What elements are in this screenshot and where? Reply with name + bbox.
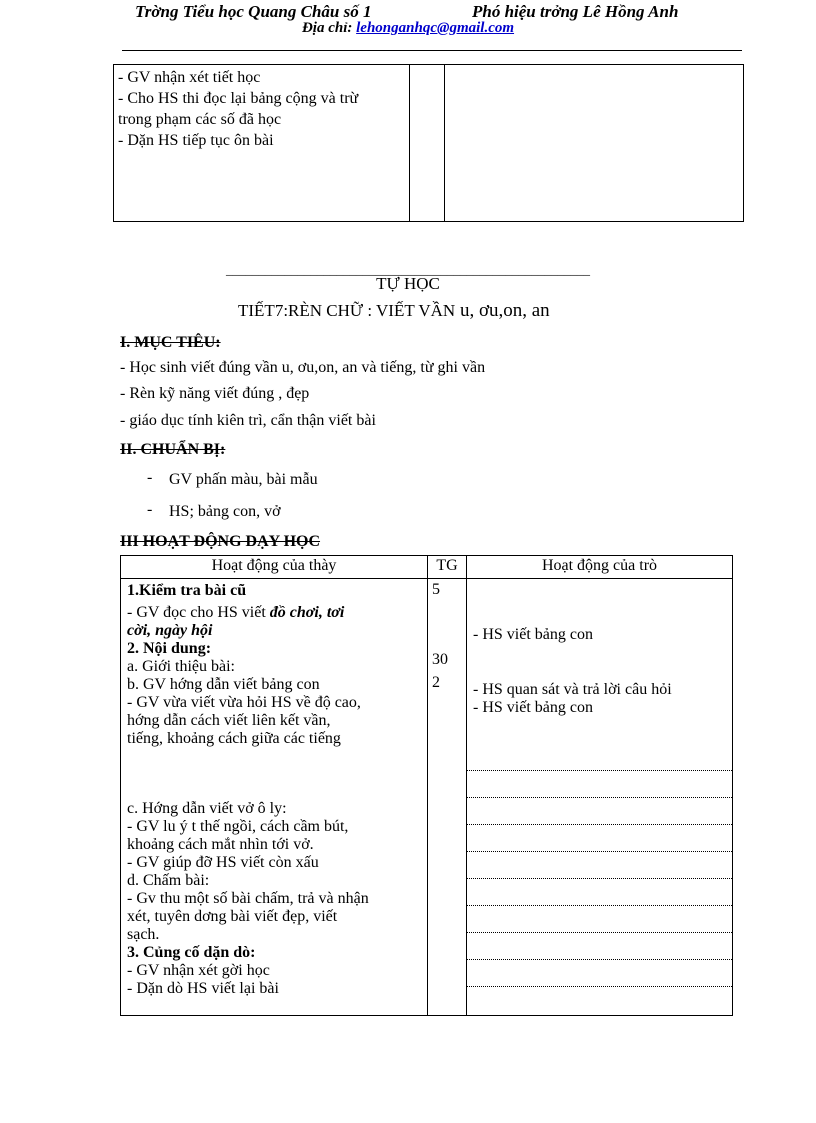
dotted-writing-line <box>467 770 732 771</box>
preparation-item-text: GV phấn màu, bài mẫu <box>169 471 318 488</box>
dotted-writing-line <box>467 932 732 933</box>
dotted-writing-line <box>467 824 732 825</box>
teacher-line: - Dặn dò HS viết lại bài <box>127 980 279 997</box>
bullet-dash: - <box>147 501 153 518</box>
teacher-line: - GV vừa viết vừa hỏi HS về độ cao, <box>127 694 361 711</box>
preparation-heading: II. CHUẨN BỊ: <box>120 441 226 458</box>
teacher-heading: 1.Kiểm tra bài cũ <box>127 582 247 599</box>
column-divider <box>466 556 467 1015</box>
address-label: Địa chỉ: <box>301 20 357 36</box>
column-divider <box>427 556 428 1015</box>
continued-line: trong phạm các số đã học <box>118 111 282 128</box>
teacher-text: - GV đọc cho HS viết <box>127 604 270 621</box>
student-activity: - HS quan sát và trả lời câu hỏi <box>473 681 672 698</box>
time-value: 30 <box>432 651 448 668</box>
email-link[interactable]: lehonganhqc@gmail.com <box>356 20 515 36</box>
col-header-student: Hoạt động của trò <box>541 557 658 574</box>
time-value: 2 <box>432 674 440 691</box>
col-header-teacher: Hoạt động của thày <box>211 557 337 574</box>
teacher-line: c. Hớng dẫn viết vở ô ly: <box>127 800 287 817</box>
teacher-heading: 3. Củng cố dặn dò: <box>127 944 256 961</box>
address-line <box>0 20 816 37</box>
student-activity: - HS viết bảng con <box>473 699 593 716</box>
activities-table <box>120 555 733 1016</box>
header-row-divider <box>121 578 732 579</box>
student-activity: - HS viết bảng con <box>473 626 593 643</box>
preparation-item <box>147 501 281 521</box>
continued-table <box>113 64 744 222</box>
continued-line: - Dặn HS tiếp tục ôn bài <box>118 132 274 149</box>
teacher-line: d. Chấm bài: <box>127 872 210 889</box>
teacher-heading: 2. Nội dung: <box>127 640 212 657</box>
dotted-writing-line <box>467 986 732 987</box>
dotted-writing-line <box>467 905 732 906</box>
lesson-vowels: u, ơu,on, an <box>455 300 550 321</box>
section-title: TỰ HỌC <box>376 274 440 293</box>
continued-line: - Cho HS thi đọc lại bảng cộng và trừ <box>118 90 359 107</box>
teacher-line: xét, tuyên dơng bài viết đẹp, viết <box>127 908 338 925</box>
teacher-line: - Gv thu một số bài chấm, trả và nhận <box>127 890 369 907</box>
col-header-time: TG <box>436 557 458 574</box>
teacher-line: khoảng cách mắt nhìn tới vở. <box>127 836 314 853</box>
teacher-line: - GV lu ý t thế ngồi, cách cầm bút, <box>127 818 349 835</box>
objective-item: - Học sinh viết đúng vần u, ơu,on, an và tiếng, từ ghi vần <box>120 359 486 376</box>
bullet-dash: - <box>147 469 153 486</box>
teacher-text-emph: cời, ngày hội <box>127 622 213 639</box>
teacher-line: b. GV hớng dẫn viết bảng con <box>127 676 320 693</box>
teacher-line: hớng dẫn cách viết liên kết vần, <box>127 712 331 729</box>
preparation-item <box>147 469 318 489</box>
page-header <box>135 2 755 22</box>
continued-table-teacher-cell <box>114 65 410 221</box>
objectives-heading: I. MỤC TIÊU: <box>120 334 221 351</box>
teacher-line: tiếng, khoảng cách giữa các tiếng <box>127 730 341 747</box>
teacher-text-emph: đồ chơi, tơi <box>269 604 345 621</box>
objective-item: - Rèn kỹ năng viết đúng , đẹp <box>120 385 310 402</box>
activities-heading: III HOẠT ĐỘNG DẠY HỌC <box>120 533 321 550</box>
lesson-title <box>238 300 550 322</box>
dotted-writing-line <box>467 878 732 879</box>
vice-principal: Phó hiệu trởng Lê Hồng Anh <box>472 2 679 21</box>
continued-line: - GV nhận xét tiết học <box>118 69 261 86</box>
teacher-line: sạch. <box>127 926 160 943</box>
section-separator: ________________________________________________________ <box>226 262 590 277</box>
preparation-item-text: HS; bảng con, vở <box>169 503 281 520</box>
teacher-line <box>127 944 255 962</box>
teacher-line: - GV giúp đỡ HS viết còn xấu <box>127 854 319 871</box>
objective-item: - giáo dục tính kiên trì, cẩn thận viết bài <box>120 412 376 429</box>
dotted-writing-line <box>467 851 732 852</box>
teacher-line <box>127 582 246 600</box>
teacher-line: a. Giới thiệu bài: <box>127 658 235 675</box>
lesson-title-text: TIẾT7:RÈN CHỮ : VIẾT VẦN <box>238 301 456 320</box>
teacher-line <box>127 604 344 622</box>
dotted-writing-line <box>467 959 732 960</box>
teacher-line <box>127 622 212 640</box>
teacher-line: - GV nhận xét gời học <box>127 962 270 979</box>
continued-table-divider <box>444 65 446 221</box>
time-value: 5 <box>432 581 440 598</box>
teacher-line <box>127 640 211 658</box>
school-name: Trờng Tiểu học Quang Châu số 1 <box>135 2 372 21</box>
header-divider <box>122 50 742 51</box>
dotted-writing-line <box>467 797 732 798</box>
